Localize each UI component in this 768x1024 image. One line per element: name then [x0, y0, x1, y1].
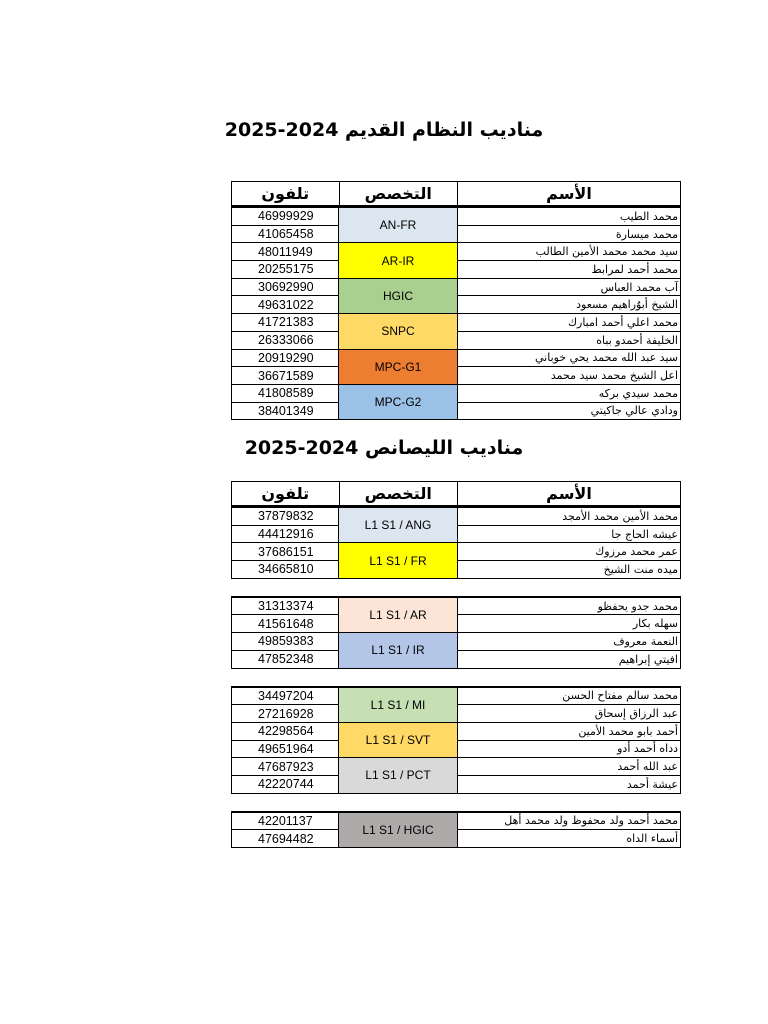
- table-header: [231, 481, 681, 507]
- phone-cell: 20255175: [232, 260, 338, 278]
- header-name: الأسم: [546, 184, 592, 203]
- phone-column: [231, 207, 338, 242]
- name-column: [458, 278, 681, 313]
- name-cell: أحمد بابو محمد الأمين: [458, 722, 680, 740]
- name-cell: محمد الأمين محمد الأمجد: [458, 507, 680, 525]
- specialty-group: [231, 757, 681, 793]
- phone-column: [231, 384, 338, 419]
- specialty-cell: L1 S1 / MI: [338, 687, 458, 722]
- phone-cell: 47687923: [232, 757, 338, 775]
- table-body: [231, 207, 681, 420]
- phone-cell: 37879832: [232, 507, 338, 525]
- name-cell: محمد الطيب: [458, 207, 680, 225]
- name-cell: اعل الشيخ محمد سيد محمد: [458, 366, 680, 384]
- specialty-cell: L1 S1 / AR: [338, 597, 458, 632]
- name-cell: عيشه الحاج جا: [458, 525, 680, 543]
- specialty-cell: MPC-G2: [338, 384, 458, 419]
- table-header: [231, 181, 681, 207]
- name-cell: آب محمد العباس: [458, 278, 680, 296]
- phone-column: [231, 812, 338, 847]
- specialty-group: [231, 812, 681, 848]
- phone-cell: 41065458: [232, 225, 338, 243]
- name-column: [458, 687, 681, 722]
- name-column: [458, 242, 681, 277]
- table-block: [231, 686, 681, 794]
- phone-cell: 46999929: [232, 207, 338, 225]
- phone-column: [231, 242, 338, 277]
- phone-cell: 42201137: [232, 812, 338, 830]
- phone-cell: 44412916: [232, 525, 338, 543]
- specialty-cell: AR-IR: [338, 242, 458, 277]
- phone-cell: 27216928: [232, 704, 338, 722]
- phone-cell: 34497204: [232, 687, 338, 705]
- header-name: الأسم: [546, 484, 592, 503]
- specialty-group: [231, 687, 681, 722]
- header-spec: التخصص: [339, 182, 458, 205]
- name-cell: محمد سيدي بركه: [458, 384, 680, 402]
- name-column: [458, 812, 681, 847]
- name-cell: محمد سالم مفتاح الحسن: [458, 687, 680, 705]
- phone-cell: 36671589: [232, 366, 338, 384]
- table-block: [231, 596, 681, 669]
- phone-cell: 42220744: [232, 775, 338, 793]
- specialty-cell: L1 S1 / IR: [338, 632, 458, 667]
- specialty-group: [231, 207, 681, 242]
- name-cell: عبد الله أحمد: [458, 757, 680, 775]
- specialty-group: [231, 242, 681, 277]
- old-system-table: [231, 181, 681, 420]
- name-cell: أسماء الداه: [458, 829, 680, 847]
- specialty-group: [231, 313, 681, 348]
- name-column: [458, 207, 681, 242]
- phone-cell: 31313374: [232, 597, 338, 615]
- name-cell: محمد اعلي أحمد امبارك: [458, 313, 680, 331]
- specialty-cell: SNPC: [338, 313, 458, 348]
- phone-cell: 47852348: [232, 650, 338, 668]
- phone-column: [231, 542, 338, 577]
- table-block: [231, 507, 681, 579]
- phone-cell: 42298564: [232, 722, 338, 740]
- phone-cell: 26333066: [232, 331, 338, 349]
- specialty-cell: L1 S1 / FR: [338, 542, 458, 577]
- name-cell: محمد أحمد لمرابط: [458, 260, 680, 278]
- header-spec: التخصص: [339, 482, 458, 505]
- phone-cell: 34665810: [232, 560, 338, 578]
- licence-table: [231, 481, 681, 848]
- specialty-cell: HGIC: [338, 278, 458, 313]
- name-column: [458, 507, 681, 542]
- phone-column: [231, 632, 338, 667]
- specialty-group: [231, 632, 681, 668]
- phone-cell: 38401349: [232, 402, 338, 420]
- name-column: [458, 349, 681, 384]
- name-column: [458, 384, 681, 419]
- table-block: [231, 811, 681, 848]
- phone-cell: 41721383: [232, 313, 338, 331]
- phone-column: [231, 313, 338, 348]
- header-phone: تلفون: [261, 484, 310, 503]
- phone-column: [231, 349, 338, 384]
- specialty-group: [231, 384, 681, 420]
- name-cell: سهله بكار: [458, 614, 680, 632]
- phone-cell: 48011949: [232, 242, 338, 260]
- specialty-group: [231, 542, 681, 578]
- name-column: [458, 542, 681, 577]
- name-cell: محمد ميسارة: [458, 225, 680, 243]
- specialty-group: [231, 278, 681, 313]
- name-cell: الشيخ أبوُراهيم مسعود: [458, 295, 680, 313]
- phone-column: [231, 507, 338, 542]
- name-cell: محمد جدو يحفظو: [458, 597, 680, 615]
- specialty-cell: AN-FR: [338, 207, 458, 242]
- section2-title: مناديب الليصانص 2024-2025: [244, 437, 524, 459]
- phone-column: [231, 597, 338, 632]
- name-cell: عيشة أحمد: [458, 775, 680, 793]
- section1-title: مناديب النظام القديم 2024-2025: [224, 119, 544, 141]
- name-column: [458, 597, 681, 632]
- phone-cell: 49651964: [232, 740, 338, 758]
- name-cell: افيتي إبراهيم: [458, 650, 680, 668]
- specialty-group: [231, 349, 681, 384]
- phone-cell: 49859383: [232, 632, 338, 650]
- specialty-cell: L1 S1 / PCT: [338, 757, 458, 792]
- name-cell: سيد عبد الله محمد يحي خوباني: [458, 349, 680, 367]
- phone-cell: 47694482: [232, 829, 338, 847]
- name-cell: عمر محمد مرزوك: [458, 542, 680, 560]
- phone-column: [231, 722, 338, 757]
- name-cell: ميده منت الشيخ: [458, 560, 680, 578]
- phone-cell: 20919290: [232, 349, 338, 367]
- phone-cell: 49631022: [232, 295, 338, 313]
- name-cell: محمد أحمد ولد محفوظ ولد محمد أهل: [458, 812, 680, 830]
- name-cell: عبد الرزاق إسحاق: [458, 704, 680, 722]
- phone-column: [231, 278, 338, 313]
- name-column: [458, 632, 681, 667]
- phone-column: [231, 687, 338, 722]
- name-cell: ودادي عالي جاكيتي: [458, 402, 680, 420]
- name-cell: النعمة معروف: [458, 632, 680, 650]
- name-column: [458, 757, 681, 792]
- name-column: [458, 313, 681, 348]
- name-cell: دداه أحمد أدو: [458, 740, 680, 758]
- specialty-cell: L1 S1 / HGIC: [338, 812, 458, 847]
- specialty-cell: L1 S1 / ANG: [338, 507, 458, 542]
- name-column: [458, 722, 681, 757]
- phone-column: [231, 757, 338, 792]
- specialty-group: [231, 597, 681, 632]
- specialty-cell: L1 S1 / SVT: [338, 722, 458, 757]
- phone-cell: 37686151: [232, 542, 338, 560]
- specialty-group: [231, 722, 681, 757]
- phone-cell: 41808589: [232, 384, 338, 402]
- name-cell: الخليفة أحمدو بباه: [458, 331, 680, 349]
- phone-cell: 41561648: [232, 614, 338, 632]
- header-phone: تلفون: [261, 184, 310, 203]
- specialty-cell: MPC-G1: [338, 349, 458, 384]
- specialty-group: [231, 507, 681, 542]
- phone-cell: 30692990: [232, 278, 338, 296]
- name-cell: سيد محمد محمد الأمين الطالب: [458, 242, 680, 260]
